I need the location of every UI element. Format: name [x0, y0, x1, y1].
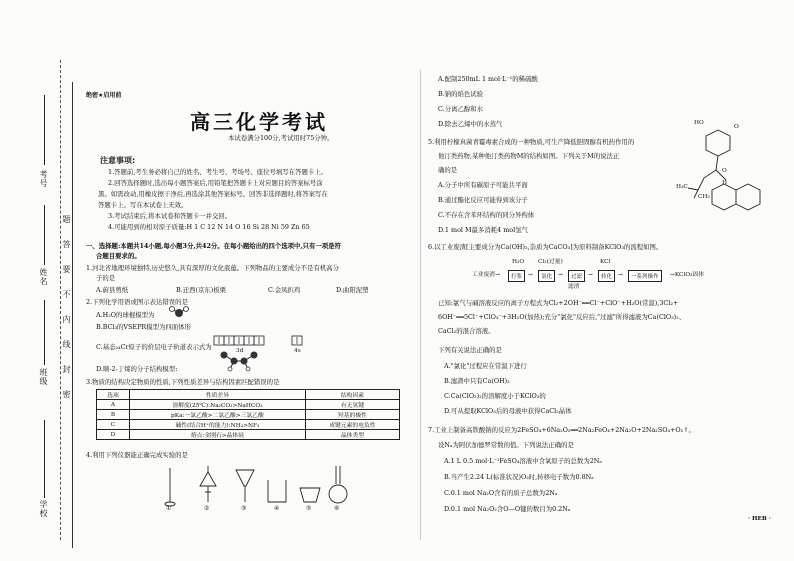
table-cell: 碱性(结合H⁺的能力):NH₃>NF₃: [130, 420, 306, 430]
q7-option-a: A.1 L 0.5 mol·L⁻¹FeSO₄溶液中含氧原子的总数为2Nₐ: [444, 457, 602, 465]
table-header-row: [97, 390, 400, 400]
q6-ask: 下列有关说法正确的是: [438, 346, 502, 354]
table-cell: 溶解度(25℃):Na₂CO₃>NaHCO₃: [130, 400, 306, 410]
q1-stem: 1.河北省地理环境独特,历史悠久,具有深厚的文化底蕴。下列物品的主要成分不是有机高分: [86, 264, 340, 272]
q7-stem: 7.工业上制备高铁酸钠的反应为2FeSO₄+6Na₂O₂══2Na₂FeO₄+2Na₂O+2Na₂SO₄+O₂↑。: [428, 426, 695, 434]
flow-input-kcl: KCl: [600, 259, 611, 265]
seal-char: 密: [62, 390, 71, 399]
seal-char: 要: [62, 265, 71, 274]
table-header: 选项: [97, 390, 130, 400]
banji-underline: [44, 300, 45, 365]
kaohao-underline: [44, 95, 45, 165]
xuexiao-underline: [44, 420, 45, 498]
seal-char: 封: [62, 365, 71, 374]
margin-xingming: 姓名: [39, 268, 48, 286]
section-heading-cont: 合题目要求的。: [96, 252, 141, 260]
q1-option-d: D.曲阳泥塑: [336, 286, 369, 294]
flow-input-cl2: Cl₂(过量): [538, 259, 563, 265]
table-cell: 晶体类型: [305, 430, 399, 440]
apparatus-label: ①: [166, 506, 172, 512]
seal-char: 题: [62, 215, 71, 224]
flow-arrow: →: [588, 272, 593, 278]
q1-stem-cont: 子的是: [96, 274, 116, 282]
struct-label-ch3: CH₃: [698, 194, 710, 200]
q3-stem: 3.物质的结构决定物质的性质,下列性质差异与结构因素匹配错误的是: [86, 378, 280, 386]
struct-label-h: H: [722, 180, 728, 186]
note-line: 2.回答选择题时,选出每小题答案后,用铅笔把答题卡上对应题目的答案标号涂: [108, 179, 323, 187]
table-cell: A: [97, 400, 130, 410]
q5-stem-cont: 他汀类药物,某种他汀类药物M的结构如图。下列关于M的说法正: [438, 152, 620, 160]
q7-option-c: C.0.1 mol Na₂O含有的质子总数为2Nₐ: [444, 489, 558, 497]
q4-option-c: C.分离乙醇和水: [438, 105, 484, 113]
note-line: 答题卡上。写在本试卷上无效。: [98, 201, 188, 209]
table-row: [97, 430, 400, 440]
table-cell: 成键元素的电负性: [305, 420, 399, 430]
q7-stem-cont: 设Nₐ为阿伏加德罗常数的值。下列说法正确的是: [438, 441, 574, 449]
q4-stem: 4.利用下列仪器能正确完成实验的是: [86, 451, 188, 459]
q2-option-d: D.顺-2-丁烯的分子结构模型:: [96, 365, 178, 373]
lab-apparatus-row: [150, 462, 350, 512]
flow-arrow: →: [558, 272, 563, 278]
q6-option-c: C.Ca(ClO₃)₂的溶解度小于KClO₃的: [444, 392, 546, 400]
table-cell: C: [97, 420, 130, 430]
q2-option-b: B.BCl₃的VSEPR模型为四面体形: [96, 323, 191, 331]
flow-arrow: →: [618, 272, 623, 278]
struct-label-o: O: [734, 124, 739, 130]
table-cell: 羟基的极性: [305, 410, 399, 420]
q2-option-a: A.H₂O的球棍模型为: [96, 311, 155, 319]
q7-option-b: B.当产生2.24 L(标准状况)O₂时,转移电子数为0.8Nₐ: [444, 473, 594, 481]
flow-input-h2o: H₂O: [512, 259, 525, 265]
q5-option-a: A.分子中所有碳原子可能共平面: [438, 181, 528, 189]
flow-arrow: →: [528, 272, 533, 278]
margin-kaohao: 考号: [39, 170, 48, 188]
apparatus-label: ④: [274, 506, 280, 512]
h2o-ball-stick-model: [168, 305, 190, 319]
orbital-label-4s: 4s: [294, 348, 301, 354]
seal-char: 内: [62, 315, 71, 324]
notes-title: 注意事项:: [100, 156, 136, 165]
struct-label-o: O: [722, 168, 727, 174]
note-line: 1.答题前,考生务必将自己的姓名、考生号、考场号、座位号填写在答题卡上。: [108, 168, 328, 176]
q6-known-cont: 6OH⁻══5Cl⁻+ClO₃⁻+3H₂O(加热);充分"氯化"反应后,"过滤"所得滤液为Ca(ClO₃)₂、: [438, 313, 686, 321]
seal-char: 线: [62, 340, 71, 349]
table-row: [97, 400, 400, 410]
q5-stem: 5.利用柠檬真菌青霉毒素合成的一种物质,可生产降低胆固醇有机药作用的: [428, 138, 635, 146]
q2-stem: 2.下列化学用语或图示表达错误的是: [86, 298, 188, 306]
margin-banji: 班级: [39, 368, 48, 386]
page-title: 高三化学考试: [190, 110, 328, 134]
q1-option-b: B.迁西(京东)板栗: [176, 286, 227, 294]
apparatus-label: ⑥: [334, 506, 340, 512]
q6-stem: 6.以工业废渣[主要成分为Ca(OH)₂,杂质为CaCO₃]为原料制备KClO₃的流程如图。: [428, 243, 663, 251]
q3-table: [96, 389, 400, 440]
flow-step-guolv: 过滤: [568, 270, 585, 282]
flow-end: →KClO₃固体: [670, 272, 704, 278]
binding-dashed-line: [60, 60, 61, 540]
flow-step-lvhua: 氯化: [538, 270, 555, 282]
q4-option-b: B.钠的焰色试验: [438, 90, 484, 98]
q4-option-d: D.除去乙烯中的水蒸气: [438, 120, 503, 128]
struct-label-ho: HO: [694, 120, 704, 126]
q1-option-c: C.金凤扒鸡: [268, 286, 301, 294]
seal-char: 答: [62, 240, 71, 249]
q6-known: 已知:氯气与碱溶液反应的离子方程式为Cl₂+2OH⁻══Cl⁻+ClO⁻+H₂O(常温),3Cl₂+: [438, 299, 679, 307]
exam-info: 本试卷满分100分,考试用时75分钟。: [228, 134, 334, 142]
q6-option-d: D.可从提取KClO₃后的母液中获得CaCl₂晶体: [444, 407, 572, 415]
q1-option-a: A.蔚县剪纸: [96, 286, 129, 294]
q6-option-b: B.滤渣中只有Ca(OH)₂: [444, 377, 510, 385]
apparatus-label: ⑤: [306, 506, 312, 512]
xingming-underline: [44, 205, 45, 265]
q5-option-d: D.1 mol M最多消耗4 mol氢气: [438, 226, 528, 234]
table-cell: 有无氢键: [305, 400, 399, 410]
apparatus-label: ②: [204, 506, 210, 512]
cis-2-butene-model: [216, 349, 260, 373]
table-cell: B: [97, 410, 130, 420]
drug-m-structure: [676, 118, 766, 228]
note-line: 3.考试结束后,将本试卷和答题卡一并交回。: [108, 212, 232, 220]
q5-stem-cont: 确的是: [438, 166, 458, 174]
orbital-label-3d: 3d: [236, 348, 244, 354]
margin-xuexiao: 学校: [39, 500, 48, 518]
apparatus-label: ③: [241, 506, 247, 512]
note-line: 黑。如需改动,用橡皮擦干净后,再选涂其他答案标号。回答非选择题时,将答案写在: [98, 190, 328, 198]
flow-residue: 滤渣: [568, 284, 580, 290]
q2-option-c: C.基态₂₄Cr原子的价层电子轨道表示式为: [96, 343, 212, 351]
q6-known-cont: CaCl₂的混合溶液。: [438, 327, 495, 335]
flow-step-dajiang: 打浆: [508, 270, 525, 282]
flow-start: 工业废渣→: [472, 272, 501, 278]
flow-step-zhuanhua: 转化: [598, 270, 615, 282]
table-row: [97, 410, 400, 420]
q5-option-b: B.通过酯化反应可能得到该分子: [438, 196, 528, 204]
table-cell: pKa:一氯乙酸>二氯乙酸>三氯乙酸: [130, 410, 306, 420]
footer-code: · HEB ·: [748, 516, 771, 522]
table-header: 结构因素: [305, 390, 399, 400]
table-cell: D: [97, 430, 130, 440]
section-heading: 一、选择题:本题共14小题,每小题3分,共42分。在每小题给出的四个选项中,只有一项是符: [86, 242, 341, 250]
q6-option-a: A."氯化"过程应在常温下进行: [444, 362, 527, 370]
secret-stamp: 绝密★启用前: [86, 92, 122, 99]
flow-step-series: 一系列操作: [628, 270, 662, 282]
table-row: [97, 420, 400, 430]
note-line: 4.可能用到的相对原子质量:H 1 C 12 N 14 O 16 Si 28 Ni 59 Zn 65: [108, 223, 310, 231]
seal-char: 不: [62, 290, 71, 299]
column-divider: [420, 70, 421, 540]
table-cell: 熔点:金刚石>晶体硅: [130, 430, 306, 440]
table-header: 性质差异: [130, 390, 306, 400]
q5-option-c: C.不存在含苯环结构的同分异构体: [438, 211, 535, 219]
struct-label-h3c: H₃C: [676, 184, 688, 190]
q7-option-d: D.0.1 mol Na₂O₂含O—O键的数目为0.2Nₐ: [444, 505, 571, 513]
q4-option-a: A.配制250mL 1 mol·L⁻¹的稀硫酸: [438, 75, 538, 83]
